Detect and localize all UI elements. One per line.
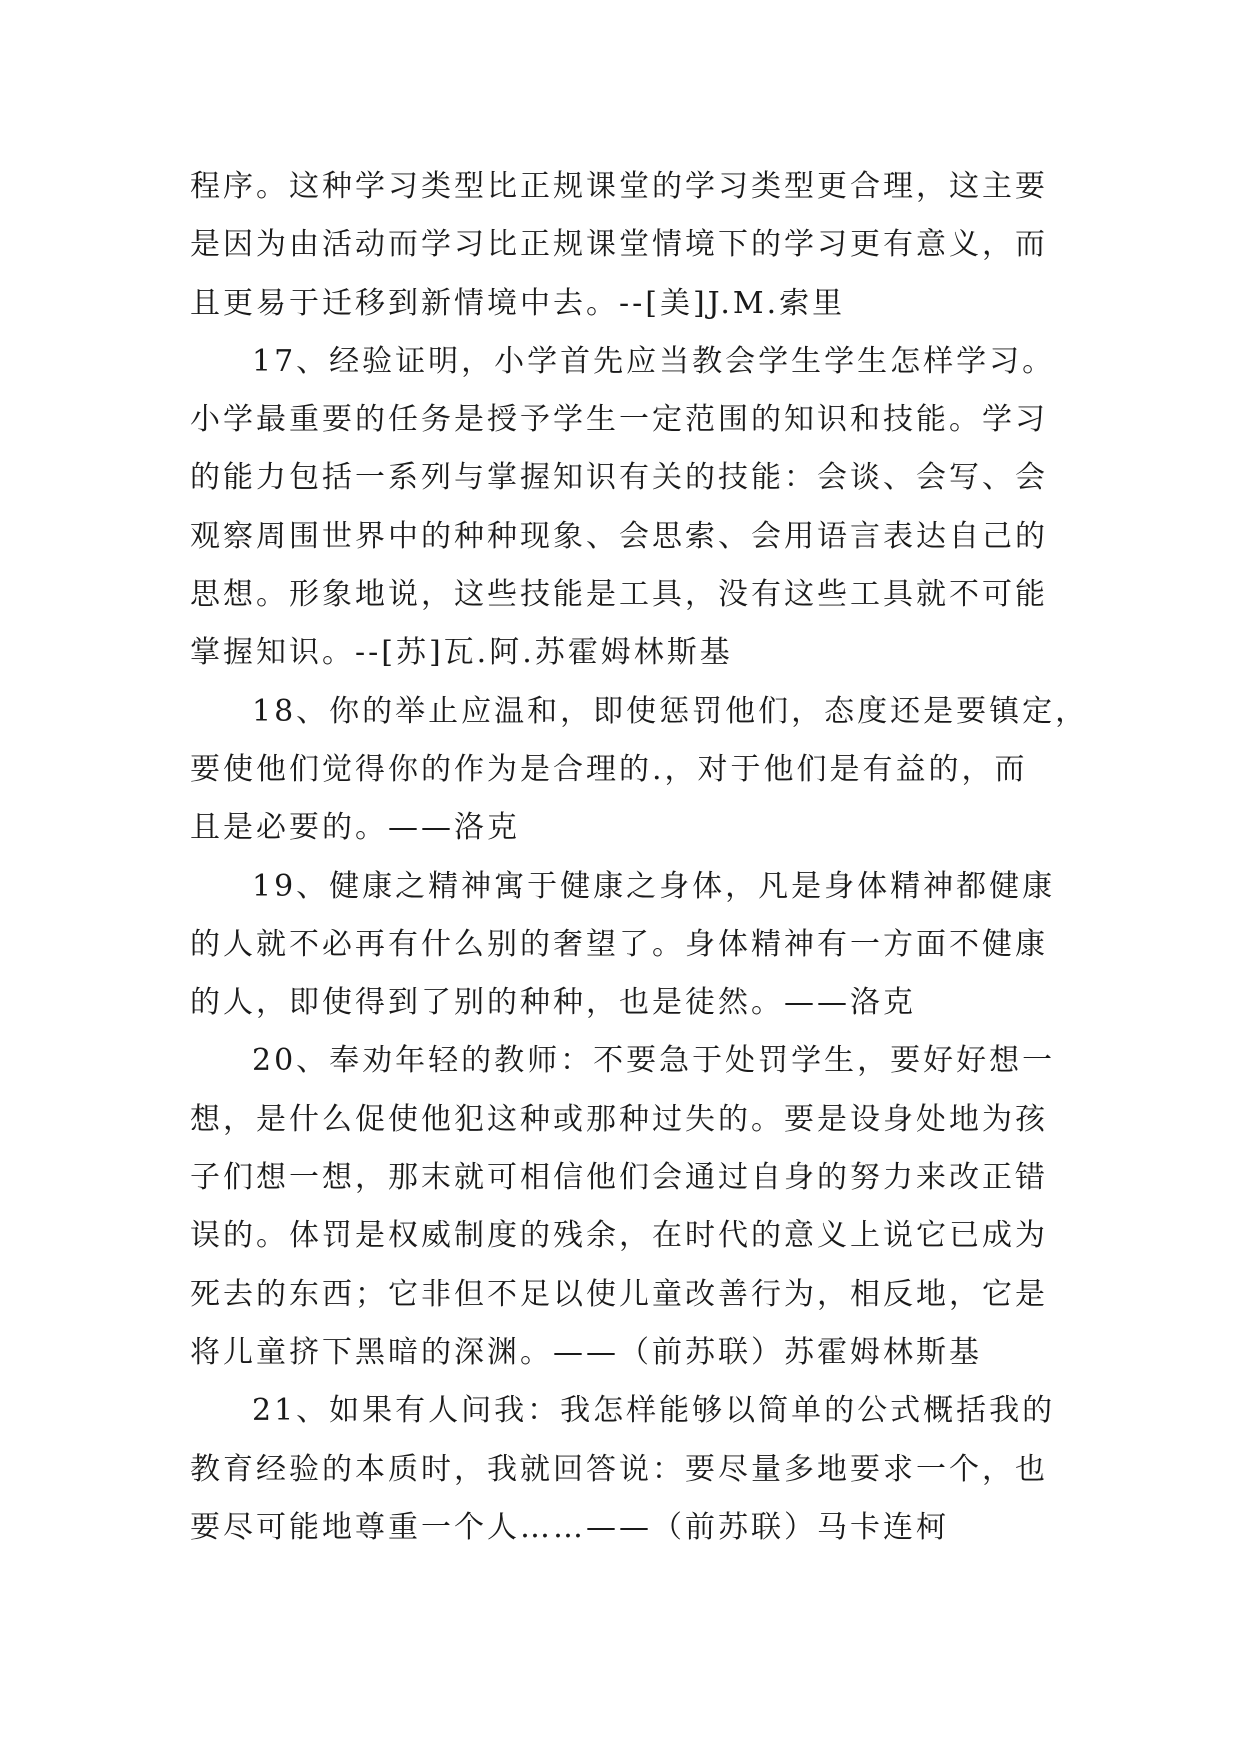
text-line: 小学最重要的任务是授予学生一定范围的知识和技能。学习 — [190, 402, 1048, 438]
paragraph-20-start: 20、奉劝年轻的教师：不要急于处罚学生，要好好想一 — [252, 1043, 1056, 1079]
text-line: 将儿童挤下黑暗的深渊。——（前苏联）苏霍姆林斯基 — [190, 1334, 982, 1370]
paragraph-21-start: 21、如果有人问我：我怎样能够以简单的公式概括我的 — [252, 1393, 1056, 1429]
text-line: 子们想一想，那末就可相信他们会通过自身的努力来改正错 — [190, 1160, 1048, 1196]
text-line: 想，是什么促使他犯这种或那种过失的。要是设身处地为孩 — [190, 1101, 1048, 1137]
text-line: 程序。这种学习类型比正规课堂的学习类型更合理，这主要 — [190, 169, 1048, 204]
text-line: 且是必要的。——洛克 — [190, 810, 520, 846]
text-line: 观察周围世界中的种种现象、会思索、会用语言表达自己的 — [190, 518, 1048, 554]
text-line: 的人，即使得到了别的种种，也是徒然。——洛克 — [190, 985, 916, 1021]
text-line: 的能力包括一系列与掌握知识有关的技能：会谈、会写、会 — [190, 460, 1048, 496]
text-line: 死去的东西；它非但不足以使儿童改善行为，相反地，它是 — [190, 1276, 1048, 1312]
text-line: 思想。形象地说，这些技能是工具，没有这些工具就不可能 — [190, 577, 1048, 613]
text-line: 掌握知识。--[苏]瓦.阿.苏霍姆林斯基 — [190, 635, 733, 671]
text-line: 要尽可能地尊重一个人……——（前苏联）马卡连柯 — [190, 1509, 949, 1545]
text-line: 教育经验的本质时，我就回答说：要尽量多地要求一个，也 — [190, 1451, 1048, 1487]
document-body — [190, 158, 1089, 1557]
text-line: 要使他们觉得你的作为是合理的.，对于他们是有益的，而 — [190, 751, 1028, 787]
text-line: 的人就不必再有什么别的奢望了。身体精神有一方面不健康 — [190, 926, 1048, 962]
text-line: 且更易于迁移到新情境中去。--[美]J.M.索里 — [190, 285, 846, 321]
paragraph-18-start: 18、你的举止应温和，即使惩罚他们，态度还是要镇定， — [252, 693, 1089, 729]
text-line: 是因为由活动而学习比正规课堂情境下的学习更有意义，而 — [190, 227, 1048, 263]
paragraph-19-start: 19、健康之精神寓于健康之身体，凡是身体精神都健康 — [252, 868, 1056, 904]
paragraph-17-start: 17、经验证明，小学首先应当教会学生学生怎样学习。 — [252, 343, 1056, 379]
text-line: 误的。体罚是权威制度的残余，在时代的意义上说它已成为 — [190, 1218, 1048, 1254]
